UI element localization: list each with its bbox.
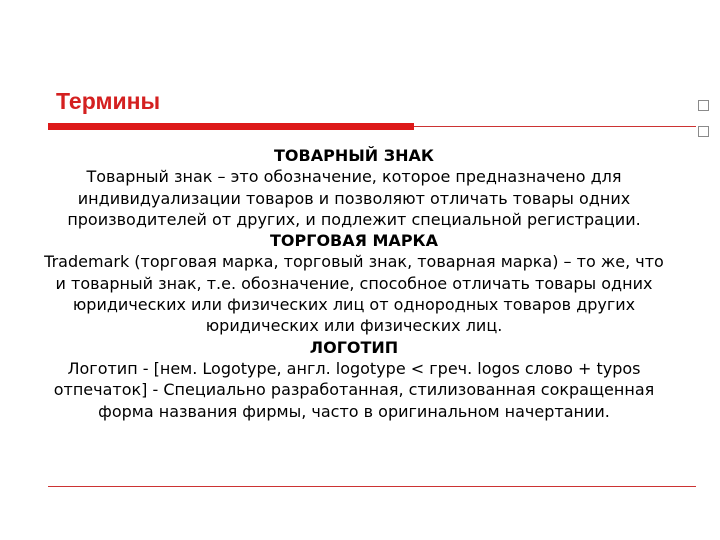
section-text-trademark: Товарный знак – это обозначение, которое предназначено для индивидуализации товаров и позволяют отличать товары одних производителей от других, и подлежит специальной регистрации.: [67, 167, 641, 229]
section-heading-trademark: ТОВАРНЫЙ ЗНАК: [274, 146, 434, 165]
decorative-square-icon: [698, 126, 709, 137]
title-underline-thin: [414, 126, 696, 127]
slide-body: [40, 145, 668, 422]
decorative-square-icon: [698, 100, 709, 111]
slide-title: Термины: [56, 88, 161, 114]
bottom-rule: [48, 486, 696, 487]
section-text-logo: Логотип - [нем. Logotype, англ. logotype < греч. logos слово + typos отпечаток] - Специально разработанная, стилизованная сокращенная форма названия фирмы, часто в оригинальном начертании.: [53, 358, 655, 421]
section-heading-brand: ТОРГОВАЯ МАРКА: [270, 231, 438, 251]
section-text-brand: Trademark (торговая марка, торговый знак, товарная марка) – то же, что и товарный знак, т.е. обозначение, способное отличать товары одних юридических или физических лиц от однородных товаров других юридических или физических лиц.: [44, 252, 664, 336]
title-underline-accent: [48, 123, 414, 130]
section-heading-logo: ЛОГОТИП: [309, 337, 399, 357]
